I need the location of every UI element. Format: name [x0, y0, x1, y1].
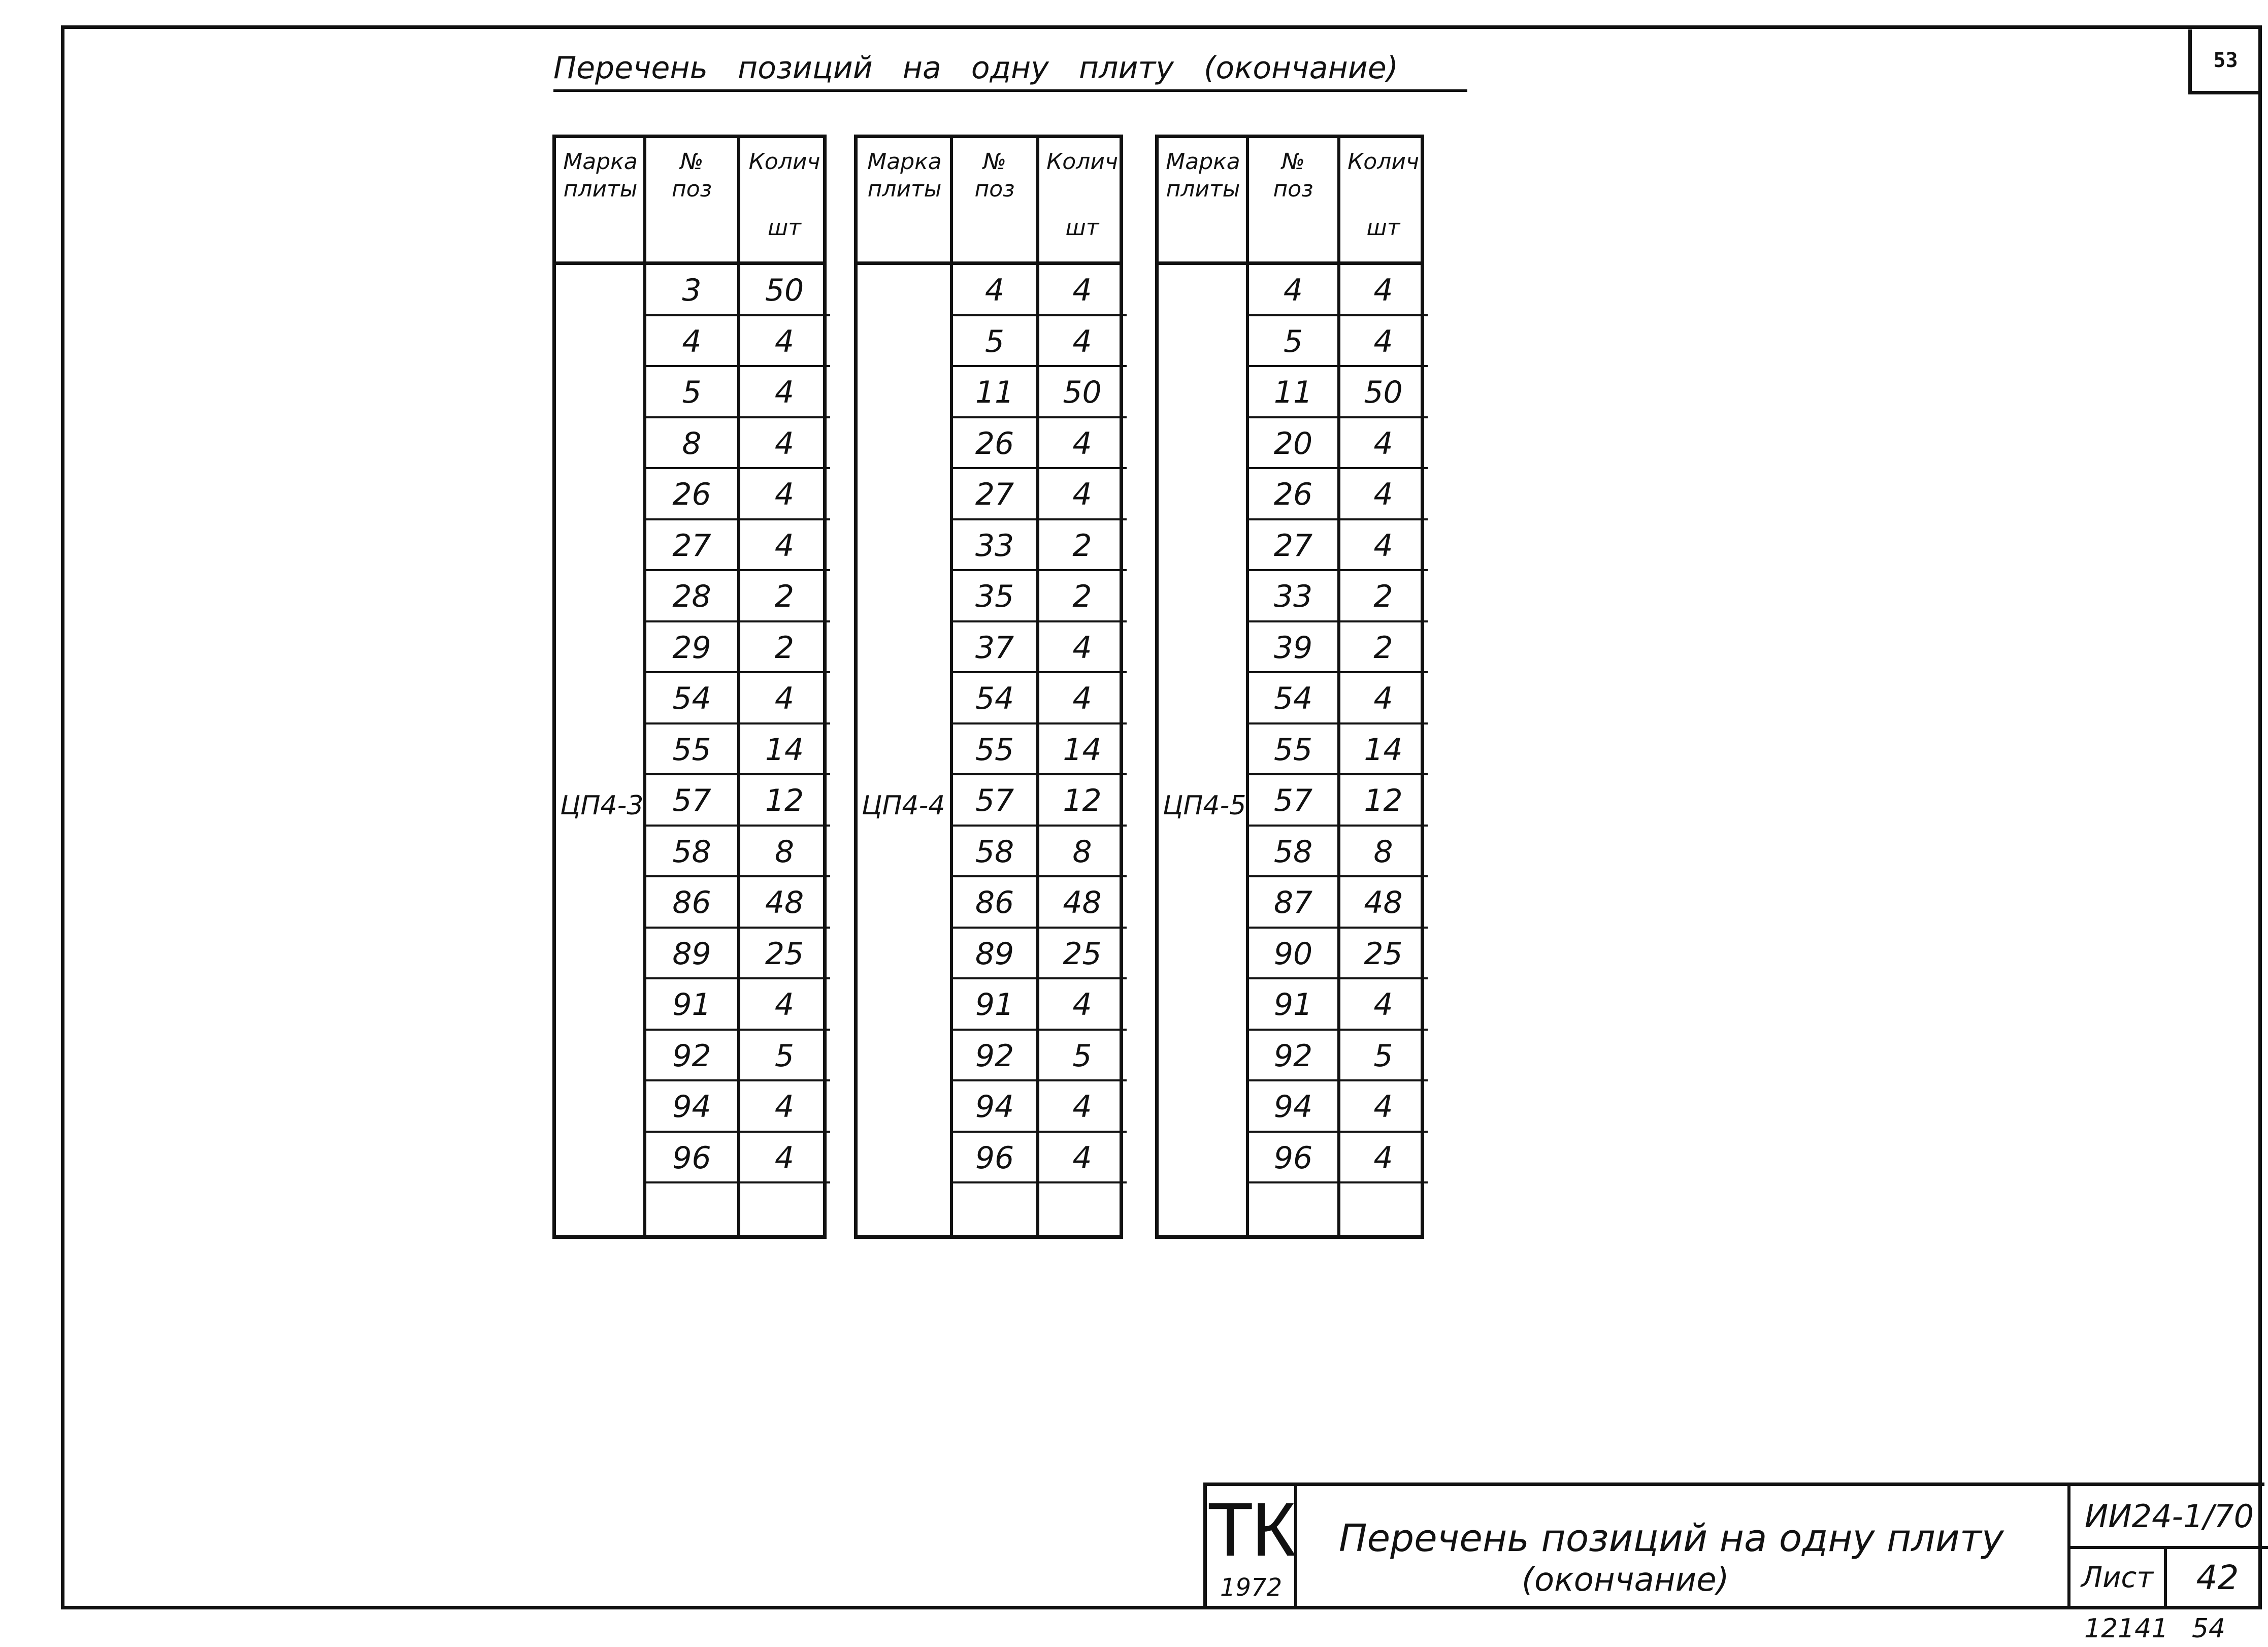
quantity: 4 — [1373, 528, 1393, 564]
table-row — [1159, 469, 1421, 520]
quantity: 8 — [774, 834, 795, 870]
quantity: 4 — [1072, 425, 1092, 462]
header-pos-line: поз — [671, 176, 712, 202]
position-table — [854, 135, 1123, 1239]
position-number: 33 — [975, 528, 1014, 564]
table-row — [1159, 1133, 1421, 1184]
position-number: 91 — [1273, 987, 1313, 1023]
table-row — [1159, 265, 1421, 316]
table-row — [1159, 775, 1421, 827]
table-row — [556, 1133, 823, 1184]
quantity — [1339, 1183, 1428, 1234]
table-row — [556, 929, 823, 980]
table-row — [858, 775, 1120, 827]
position-number: 96 — [1273, 1140, 1313, 1176]
header-qty-line: Колич — [1347, 149, 1419, 175]
table-row — [858, 520, 1120, 572]
position-number: 91 — [672, 987, 711, 1023]
position-number: 5 — [682, 375, 702, 410]
table-row — [556, 1031, 823, 1082]
table-row — [556, 1183, 823, 1235]
table-row — [556, 979, 823, 1031]
header-pos-line: поз — [974, 176, 1015, 202]
header-rule — [1159, 261, 1421, 265]
table-row — [556, 622, 823, 674]
position-number: 55 — [975, 732, 1014, 768]
quantity: 25 — [765, 936, 804, 972]
position-number: 54 — [975, 681, 1014, 716]
quantity: 4 — [774, 477, 795, 512]
quantity: 50 — [765, 273, 804, 308]
quantity: 4 — [774, 425, 795, 462]
position-number: 37 — [975, 630, 1014, 666]
header-mark-line: плиты — [867, 176, 942, 202]
quantity: 4 — [1373, 681, 1393, 716]
table-row — [1159, 367, 1421, 418]
table-row — [1159, 877, 1421, 929]
quantity: 2 — [774, 579, 795, 614]
quantity: 4 — [1072, 987, 1092, 1023]
position-number: 57 — [672, 783, 711, 818]
table-row — [556, 265, 823, 316]
quantity: 2 — [1072, 579, 1092, 614]
header-qty — [1339, 138, 1428, 265]
quantity: 48 — [1063, 885, 1102, 920]
table-row — [556, 367, 823, 418]
position-number: 29 — [672, 630, 711, 666]
position-number: 5 — [984, 323, 1005, 359]
quantity: 48 — [1364, 885, 1403, 920]
position-number: 8 — [682, 425, 702, 462]
quantity: 8 — [1072, 834, 1092, 870]
quantity: 4 — [1072, 1089, 1092, 1125]
header-qty — [739, 138, 830, 265]
table-row — [1159, 1081, 1421, 1133]
position-number: 39 — [1273, 630, 1313, 666]
table-row — [1159, 571, 1421, 622]
header-mark-line: плиты — [563, 176, 638, 202]
plate-mark: ЦП4-4 — [862, 790, 945, 821]
position-number: 33 — [1273, 579, 1313, 614]
plate-mark: ЦП4-5 — [1163, 790, 1246, 821]
table-row — [1159, 827, 1421, 878]
position-number: 20 — [1273, 425, 1313, 462]
position-number: 28 — [672, 579, 711, 614]
position-number: 58 — [672, 834, 711, 870]
block-title-line2: (окончание) — [1522, 1561, 1729, 1599]
position-number: 27 — [975, 477, 1014, 512]
quantity: 5 — [1072, 1038, 1092, 1074]
document-code: ИИ24-1/70 — [2070, 1486, 2268, 1549]
header-qty-line: шт — [1065, 215, 1099, 241]
table-row — [1159, 418, 1421, 470]
block-code-area — [2067, 1486, 2268, 1609]
table-row — [858, 622, 1120, 674]
quantity: 5 — [774, 1038, 795, 1074]
stamp-year: 1972 — [1220, 1573, 1283, 1602]
table-row — [858, 1133, 1120, 1184]
table-row — [556, 673, 823, 724]
position-table — [1155, 135, 1424, 1239]
header-qty-line: шт — [768, 215, 801, 241]
table-row — [1159, 673, 1421, 724]
position-number: 4 — [984, 273, 1005, 308]
block-title-line1: Перечень позиций на одну плиту — [1339, 1517, 2004, 1560]
quantity: 12 — [765, 783, 804, 818]
quantity: 2 — [1373, 630, 1393, 666]
header-pos-line: поз — [1273, 176, 1313, 202]
corner-page-number: 53 — [2188, 29, 2259, 94]
quantity: 50 — [1063, 375, 1102, 410]
position-number: 92 — [975, 1038, 1014, 1074]
table-row — [858, 418, 1120, 470]
position-number: 89 — [975, 936, 1014, 972]
table-row — [858, 316, 1120, 368]
position-number: 26 — [1273, 477, 1313, 512]
quantity: 4 — [774, 1140, 795, 1176]
position-number: 54 — [672, 681, 711, 716]
position-number: 86 — [975, 885, 1014, 920]
table-row — [556, 827, 823, 878]
table-row — [556, 724, 823, 776]
table-row — [556, 877, 823, 929]
position-number: 58 — [975, 834, 1014, 870]
position-number: 26 — [672, 477, 711, 512]
table-row — [1159, 979, 1421, 1031]
table-row — [858, 367, 1120, 418]
position-number: 58 — [1273, 834, 1313, 870]
table-row — [556, 775, 823, 827]
header-pos — [951, 138, 1038, 265]
position-number: 87 — [1273, 885, 1313, 920]
header-mark-line: Марка — [563, 149, 638, 175]
quantity: 4 — [1072, 323, 1092, 359]
table-row — [1159, 1183, 1421, 1235]
table-row — [1159, 520, 1421, 572]
table-row — [858, 673, 1120, 724]
header-mark-line: плиты — [1166, 176, 1240, 202]
quantity: 48 — [765, 885, 804, 920]
table-row — [556, 571, 823, 622]
quantity: 4 — [1373, 323, 1393, 359]
quantity: 14 — [1063, 732, 1102, 768]
header-mark-line: Марка — [867, 149, 942, 175]
position-number: 57 — [975, 783, 1014, 818]
quantity: 25 — [1364, 936, 1403, 972]
header-mark — [556, 138, 645, 265]
header-rule — [556, 261, 823, 265]
quantity — [739, 1183, 830, 1234]
header-qty-line: Колич — [1046, 149, 1118, 175]
quantity: 4 — [1072, 273, 1092, 308]
quantity: 4 — [1072, 1140, 1092, 1176]
table-row — [1159, 724, 1421, 776]
tk-logo: ТК — [1207, 1487, 1294, 1572]
table-row — [858, 724, 1120, 776]
quantity: 50 — [1364, 375, 1403, 410]
quantity: 4 — [1373, 477, 1393, 512]
position-number: 90 — [1273, 936, 1313, 972]
sheet-label: Лист — [2070, 1546, 2167, 1609]
quantity: 4 — [774, 375, 795, 410]
quantity: 4 — [774, 987, 795, 1023]
table-row — [1159, 622, 1421, 674]
table-row — [858, 265, 1120, 316]
table-row — [858, 929, 1120, 980]
header-qty-line: шт — [1366, 215, 1400, 241]
quantity: 2 — [774, 630, 795, 666]
position-number: 27 — [672, 528, 711, 564]
plate-mark: ЦП4-3 — [560, 790, 644, 821]
table-row — [556, 469, 823, 520]
position-number: 57 — [1273, 783, 1313, 818]
position-number: 94 — [672, 1089, 711, 1125]
position-number: 26 — [975, 425, 1014, 462]
quantity: 8 — [1373, 834, 1393, 870]
quantity: 12 — [1063, 783, 1102, 818]
quantity: 4 — [1373, 987, 1393, 1023]
position-number: 5 — [1283, 323, 1303, 359]
table-row — [1159, 929, 1421, 980]
position-number: 89 — [672, 936, 711, 972]
header-qty-line: Колич — [748, 149, 820, 175]
quantity: 4 — [774, 323, 795, 359]
quantity: 4 — [1072, 681, 1092, 716]
table-row — [556, 1081, 823, 1133]
header-pos-line: № — [680, 149, 704, 175]
header-mark — [1159, 138, 1247, 265]
quantity: 25 — [1063, 936, 1102, 972]
position-number: 91 — [975, 987, 1014, 1023]
quantity — [1038, 1183, 1127, 1234]
quantity: 5 — [1373, 1038, 1393, 1074]
header-mark-line: Марка — [1166, 149, 1240, 175]
page-title: Перечень позиций на одну плиту (окончание) — [553, 50, 1399, 86]
table-row — [858, 827, 1120, 878]
table-row — [556, 520, 823, 572]
position-number: 96 — [672, 1140, 711, 1176]
quantity: 4 — [1072, 477, 1092, 512]
position-number: 4 — [682, 323, 702, 359]
table-row — [858, 877, 1120, 929]
quantity: 14 — [765, 732, 804, 768]
header-pos — [645, 138, 739, 265]
table-row — [556, 418, 823, 470]
quantity: 12 — [1364, 783, 1403, 818]
sheet-number: 42 — [2196, 1558, 2239, 1597]
header-pos — [1247, 138, 1339, 265]
position-number: 27 — [1273, 528, 1313, 564]
quantity: 4 — [1373, 425, 1393, 462]
position-number: 35 — [975, 579, 1014, 614]
position-number: 92 — [1273, 1038, 1313, 1074]
quantity: 2 — [1373, 579, 1393, 614]
table-row — [858, 469, 1120, 520]
quantity: 2 — [1072, 528, 1092, 564]
position-table — [552, 135, 827, 1239]
header-rule — [858, 261, 1120, 265]
position-number: 86 — [672, 885, 711, 920]
quantity: 4 — [774, 528, 795, 564]
table-row — [858, 571, 1120, 622]
header-mark — [858, 138, 951, 265]
position-number — [645, 1183, 739, 1234]
table-row — [1159, 1031, 1421, 1082]
table-row — [1159, 316, 1421, 368]
quantity: 4 — [1072, 630, 1092, 666]
table-row — [858, 979, 1120, 1031]
header-pos-line: № — [1281, 149, 1305, 175]
position-number — [1247, 1183, 1339, 1234]
table-row — [858, 1183, 1120, 1235]
quantity: 4 — [1373, 1089, 1393, 1125]
table-row — [556, 316, 823, 368]
position-number: 3 — [682, 273, 702, 308]
position-number: 11 — [975, 375, 1014, 410]
quantity: 4 — [774, 681, 795, 716]
position-number: 55 — [1273, 732, 1313, 768]
quantity: 4 — [1373, 273, 1393, 308]
title-underline — [553, 89, 1467, 92]
position-number: 54 — [1273, 681, 1313, 716]
position-number: 96 — [975, 1140, 1014, 1176]
quantity: 14 — [1364, 732, 1403, 768]
position-number: 55 — [672, 732, 711, 768]
quantity: 4 — [774, 1089, 795, 1125]
quantity: 4 — [1373, 1140, 1393, 1176]
position-number — [951, 1183, 1038, 1234]
position-number: 94 — [1273, 1089, 1313, 1125]
header-pos-line: № — [983, 149, 1006, 175]
position-number: 4 — [1283, 273, 1303, 308]
footer-number: 12141 54 — [2084, 1613, 2226, 1644]
tk-stamp — [1207, 1486, 1297, 1609]
position-number: 11 — [1273, 375, 1313, 410]
table-row — [858, 1031, 1120, 1082]
table-row — [858, 1081, 1120, 1133]
position-number: 94 — [975, 1089, 1014, 1125]
position-number: 92 — [672, 1038, 711, 1074]
title-block — [1203, 1483, 2264, 1609]
header-qty — [1038, 138, 1127, 265]
